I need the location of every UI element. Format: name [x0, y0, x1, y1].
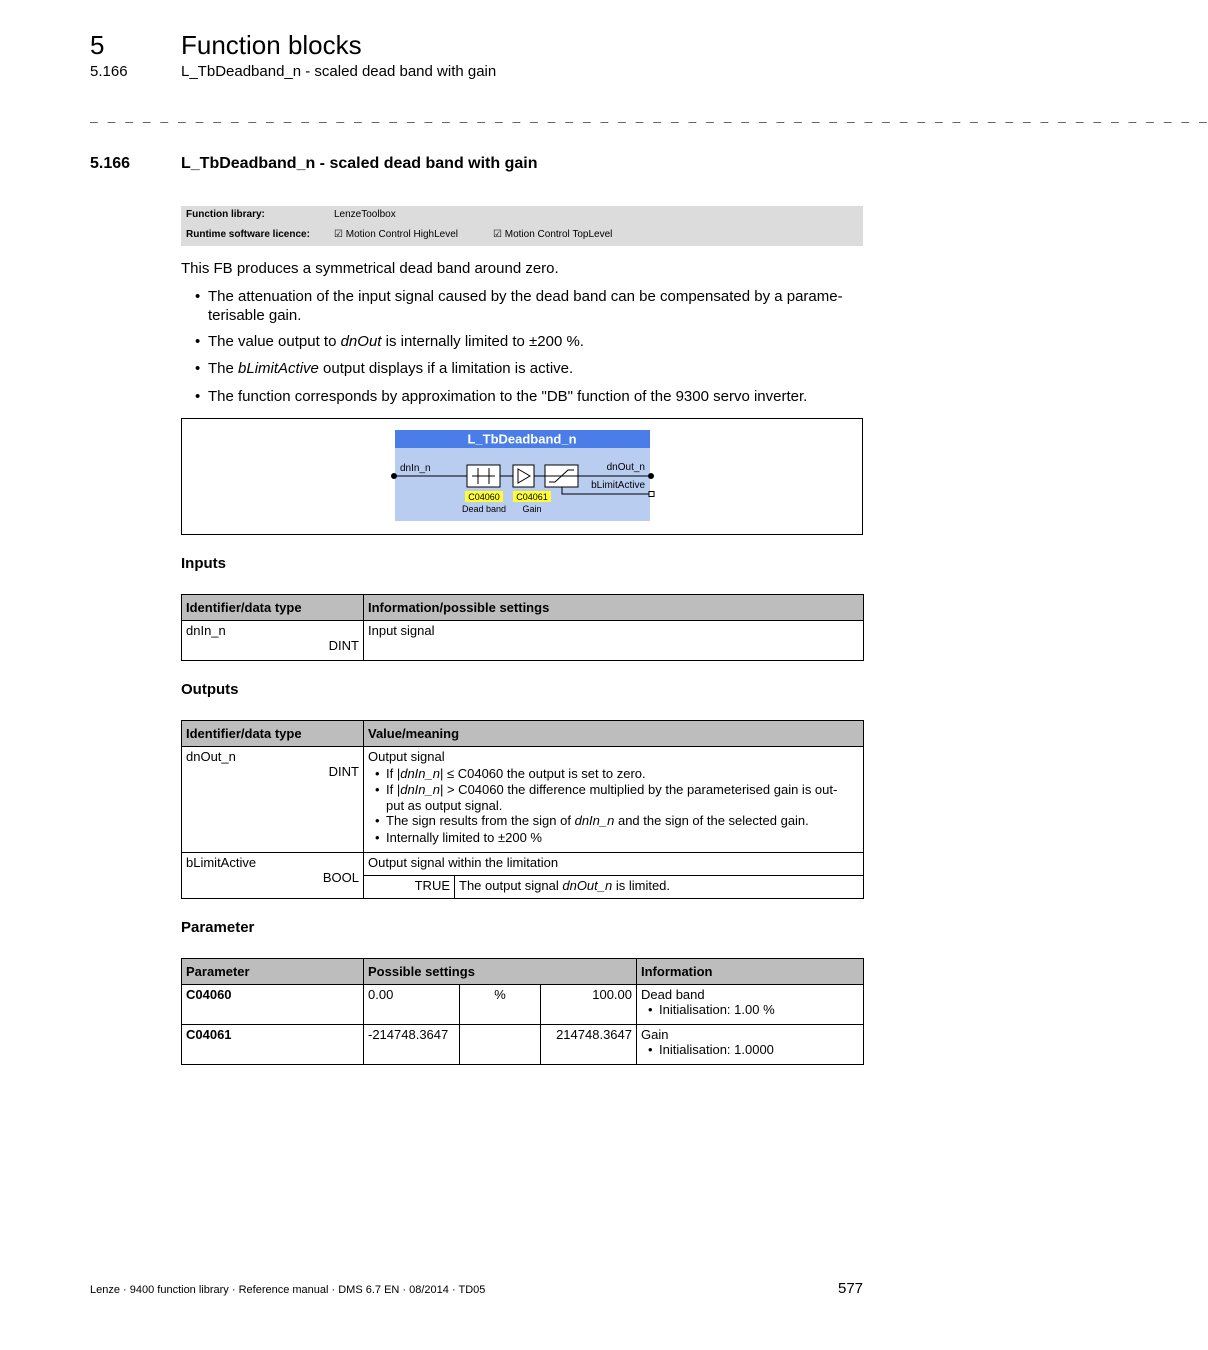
bool-output-label: bLimitActive: [591, 480, 645, 491]
output-port-dot: [648, 473, 654, 479]
outputs-heading: Outputs: [181, 681, 239, 698]
library-info-box: [181, 206, 863, 246]
page-number: 577: [838, 1280, 864, 1297]
list-item: • Initialisation: 1.0000: [641, 1042, 859, 1057]
unit: %: [460, 985, 541, 1025]
data-type: BOOL: [322, 870, 359, 885]
table-header: Information/possible settings: [364, 595, 864, 621]
bullet-item: • The attenuation of the input signal caused by the dead band can be compensated by a parame- terisable gain.: [195, 288, 843, 324]
code-text: C04061: [516, 492, 548, 502]
unit: [460, 1025, 541, 1065]
licence-label: Runtime software licence:: [186, 229, 310, 240]
identifier: dnOut_n: [186, 749, 236, 764]
licence-highlevel: ☑ Motion Control HighLevel: [334, 229, 459, 240]
chapter-number: 5: [90, 30, 105, 60]
input-label: dnIn_n: [400, 463, 431, 474]
table-row: [182, 853, 864, 876]
list-item: • Internally limited to ±200 %: [368, 830, 859, 847]
code-caption: Dead band: [461, 504, 507, 514]
bullet-item: • The function corresponds by approximation to the "DB" function of the 9300 servo inverter.: [195, 388, 808, 405]
table-header: Parameter: [182, 959, 364, 985]
bullet-item: • The bLimitActive output displays if a limitation is active.: [195, 360, 574, 377]
table-header: Possible settings: [364, 959, 637, 985]
info-title: Gain: [641, 1027, 669, 1042]
data-type: DINT: [328, 764, 359, 779]
outputs-table: [181, 720, 864, 899]
parameter-code: C04060: [182, 985, 364, 1025]
identifier: bLimitActive: [186, 855, 257, 870]
value-title: Output signal within the limitation: [364, 853, 864, 876]
bullet-item: • The value output to dnOut is internally limited to ±200 %.: [195, 333, 584, 350]
value-cell: TRUE: [364, 876, 455, 899]
function-library-label: Function library:: [186, 209, 265, 220]
inputs-table: [181, 594, 864, 661]
licence-toplevel: ☑ Motion Control TopLevel: [493, 229, 613, 240]
info-title: Dead band: [641, 987, 705, 1002]
bool-output-port: [649, 492, 654, 497]
code-text: C04060: [468, 492, 500, 502]
section-title: L_TbDeadband_n - scaled dead band with gain: [181, 155, 538, 172]
function-block-diagram: [181, 418, 863, 535]
dash-separator: _ _ _ _ _ _ _ _ _ _ _ _ _ _ _ _ _ _ _ _ _ _ _ _ _ _ _ _ _ _ _ _ _ _ _ _ _ _ _ _ _ _ _ _ _ _ _ _ _ _ _ _ _ _ _ _ _ _ _ _ _ _ _ _: [90, 110, 1208, 125]
parameter-heading: Parameter: [181, 919, 255, 936]
table-header: Identifier/data type: [182, 595, 364, 621]
list-item: • If |dnIn_n| > C04060 the difference multiplied by the parameterised gain is out- put as output signal.: [368, 782, 859, 813]
list-item: • The sign results from the sign of dnIn_n and the sign of the selected gain.: [368, 813, 859, 830]
section-ref-number: 5.166: [90, 63, 128, 80]
block-title: L_TbDeadband_n: [467, 431, 577, 447]
output-label: dnOut_n: [606, 462, 645, 473]
section-ref-title: L_TbDeadband_n - scaled dead band with gain: [181, 63, 497, 80]
table-header: Value/meaning: [364, 721, 864, 747]
max-value: 100.00: [541, 985, 637, 1025]
intro-text: This FB produces a symmetrical dead band around zero.: [181, 260, 559, 277]
info-cell: Input signal: [364, 621, 864, 661]
min-value: 0.00: [364, 985, 460, 1025]
footer-text: Lenze · 9400 function library · Reference manual · DMS 6.7 EN · 08/2014 · TD05: [90, 1284, 486, 1296]
function-library-value: LenzeToolbox: [334, 209, 396, 220]
inputs-heading: Inputs: [181, 555, 226, 572]
list-item: • If |dnIn_n| ≤ C04060 the output is set to zero.: [368, 766, 859, 783]
list-item: • Initialisation: 1.00 %: [641, 1002, 859, 1017]
table-row: [182, 1025, 864, 1065]
value-title: Output signal: [368, 749, 445, 764]
chapter-title: Function blocks: [181, 30, 362, 60]
table-row: [182, 747, 864, 853]
table-row: [182, 621, 864, 661]
identifier: dnIn_n: [186, 623, 226, 638]
parameter-code: C04061: [182, 1025, 364, 1065]
table-row: [182, 985, 864, 1025]
data-type: DINT: [328, 638, 359, 653]
parameter-table: [181, 958, 864, 1065]
block-diagram-svg: [182, 419, 862, 534]
min-value: -214748.3647: [364, 1025, 460, 1065]
meaning-cell: The output signal dnOut_n is limited.: [455, 876, 864, 899]
table-header: Identifier/data type: [182, 721, 364, 747]
code-caption: Gain: [522, 504, 542, 514]
section-number: 5.166: [90, 155, 131, 172]
table-header: Information: [637, 959, 864, 985]
max-value: 214748.3647: [541, 1025, 637, 1065]
